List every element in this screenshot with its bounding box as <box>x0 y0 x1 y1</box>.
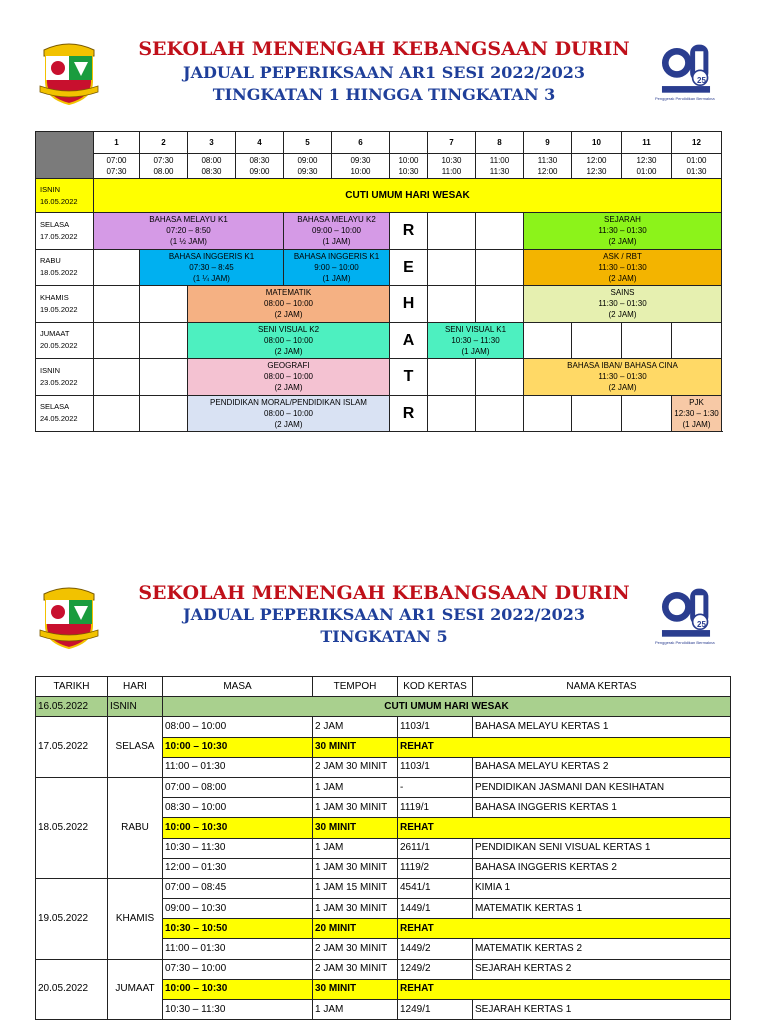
day-cell: KHAMIS <box>108 878 163 959</box>
kod-cell: 1449/2 <box>398 939 473 959</box>
masa-cell: 08:00 – 10:00 <box>163 717 313 737</box>
day-cell: JUMAAT 20.05.2022 <box>36 322 94 359</box>
kod-cell: 2611/1 <box>398 838 473 858</box>
masa-cell: 07:00 – 08:00 <box>163 777 313 797</box>
school-name: SEKOLAH MENENGAH KEBANGSAAN DURIN <box>138 38 630 60</box>
nama-cell: BAHASA MELAYU KERTAS 1 <box>473 717 731 737</box>
date-cell: 18.05.2022 <box>36 777 108 878</box>
time-slot: 08:30 09:00 <box>236 154 284 179</box>
kod-cell: 1103/1 <box>398 757 473 777</box>
empty-cell <box>476 359 524 396</box>
nama-cell: MATEMATIK KERTAS 2 <box>473 939 731 959</box>
exam-matematik: MATEMATIK 08:00 – 10:00 (2 JAM) <box>188 286 390 323</box>
exam-level: TINGKATAN 5 <box>320 627 448 646</box>
nama-cell: BAHASA INGGERIS KERTAS 1 <box>473 798 731 818</box>
empty-cell <box>672 322 722 359</box>
nama-cell: BAHASA INGGERIS KERTAS 2 <box>473 858 731 878</box>
time-slot: 10:30 11:00 <box>428 154 476 179</box>
tempoh-cell: 2 JAM 30 MINIT <box>313 959 398 979</box>
day-cell: ISNIN <box>108 697 163 717</box>
kod-cell: REHAT <box>398 979 731 999</box>
time-row <box>36 154 722 179</box>
period-num: 5 <box>284 132 332 154</box>
day-cell: KHAMIS 19.05.2022 <box>36 286 94 323</box>
empty-cell <box>428 395 476 432</box>
nama-cell: PENDIDIKAN SENI VISUAL KERTAS 1 <box>473 838 731 858</box>
masa-cell: 11:00 – 01:30 <box>163 939 313 959</box>
exam-title: JADUAL PEPERIKSAAN AR1 SESI 2022/2023 <box>183 63 585 82</box>
timetable-form1-3 <box>35 131 722 432</box>
kod-cell: REHAT <box>398 737 731 757</box>
empty-cell <box>476 395 524 432</box>
empty-cell <box>94 286 140 323</box>
day-row <box>36 395 722 432</box>
tempoh-cell: 2 JAM <box>313 717 398 737</box>
date-cell: 17.05.2022 <box>36 717 108 778</box>
kod-cell: 1249/2 <box>398 959 473 979</box>
col-nama: NAMA KERTAS <box>473 677 731 697</box>
day-row <box>36 249 722 286</box>
kod-cell: REHAT <box>398 919 731 939</box>
logo-badge: 25 <box>697 76 706 85</box>
kod-cell: 1449/1 <box>398 899 473 919</box>
logo-badge: 25 <box>697 620 706 629</box>
exam-title: JADUAL PEPERIKSAAN AR1 SESI 2022/2023 <box>183 605 585 624</box>
exam-bm-k1: BAHASA MELAYU K1 07:20 – 8:50 (1 ½ JAM) <box>94 213 284 250</box>
period-num: 10 <box>572 132 622 154</box>
school-name: SEKOLAH MENENGAH KEBANGSAAN DURIN <box>138 582 630 604</box>
header-bottom <box>0 580 768 670</box>
masa-cell: 10:30 – 11:30 <box>163 1000 313 1020</box>
time-slot: 08:00 08:30 <box>188 154 236 179</box>
nama-cell: SEJARAH KERTAS 2 <box>473 959 731 979</box>
col-kod: KOD KERTAS <box>398 677 473 697</box>
time-slot: 07:00 07:30 <box>94 154 140 179</box>
empty-cell <box>94 322 140 359</box>
header-corner <box>36 132 94 179</box>
exam-pjk: PJK 12:30 – 1:30 (1 JAM) <box>672 395 722 432</box>
table-row <box>36 959 731 979</box>
kod-cell: 1249/1 <box>398 1000 473 1020</box>
rehat-cell: H <box>390 286 428 323</box>
empty-cell <box>428 286 476 323</box>
exam-sv-k1: SENI VISUAL K1 10:30 – 11:30 (1 JAM) <box>428 322 524 359</box>
time-slot: 11:30 12:00 <box>524 154 572 179</box>
period-num: 9 <box>524 132 572 154</box>
time-slot: 01:00 01:30 <box>672 154 722 179</box>
table-header <box>36 677 731 697</box>
masa-cell: 10:00 – 10:30 <box>163 818 313 838</box>
day-row <box>36 213 722 250</box>
table-row <box>36 717 731 737</box>
empty-cell <box>622 322 672 359</box>
kod-cell: 1119/1 <box>398 798 473 818</box>
period-num: 8 <box>476 132 524 154</box>
exam-sejarah: SEJARAH 11:30 – 01:30 (2 JAM) <box>524 213 722 250</box>
tempoh-cell: 1 JAM 15 MINIT <box>313 878 398 898</box>
day-row <box>36 359 722 396</box>
time-slot: 09:00 09:30 <box>284 154 332 179</box>
exam-ask: ASK / RBT 11:30 – 01:30 (2 JAM) <box>524 249 722 286</box>
exam-moral-islam: PENDIDIKAN MORAL/PENDIDIKAN ISLAM 08:00 – 10:00 (2 JAM) <box>188 395 390 432</box>
empty-cell <box>524 395 572 432</box>
col-tarikh: TARIKH <box>36 677 108 697</box>
exam-bm-k2: BAHASA MELAYU K2 09:00 – 10:00 (1 JAM) <box>284 213 390 250</box>
exam-rows <box>36 717 731 1020</box>
logo-tagline: Penggerak Pendidikan Bermakna <box>655 96 715 101</box>
day-row <box>36 179 722 213</box>
nama-cell: MATEMATIK KERTAS 1 <box>473 899 731 919</box>
tempoh-cell: 30 MINIT <box>313 979 398 999</box>
exam-bi-k1: BAHASA INGGERIS K1 07:30 – 8:45 (1 ¼ JAM) <box>140 249 284 286</box>
time-slot: 11:00 11:30 <box>476 154 524 179</box>
masa-cell: 09:00 – 10:30 <box>163 899 313 919</box>
header-top <box>0 36 768 126</box>
empty-cell <box>572 322 622 359</box>
time-slot: 12:30 01:00 <box>622 154 672 179</box>
day-cell: RABU 18.05.2022 <box>36 249 94 286</box>
period-num: 11 <box>622 132 672 154</box>
period-num <box>390 132 428 154</box>
rehat-cell: A <box>390 322 428 359</box>
masa-cell: 10:30 – 11:30 <box>163 838 313 858</box>
masa-cell: 10:00 – 10:30 <box>163 979 313 999</box>
masa-cell: 10:00 – 10:30 <box>163 737 313 757</box>
empty-cell <box>428 213 476 250</box>
col-masa: MASA <box>163 677 313 697</box>
empty-cell <box>94 395 140 432</box>
day-cell: JUMAAT <box>108 959 163 1020</box>
date-cell: 16.05.2022 <box>36 697 108 717</box>
tempoh-cell: 30 MINIT <box>313 818 398 838</box>
nama-cell: KIMIA 1 <box>473 878 731 898</box>
empty-cell <box>94 359 140 396</box>
col-hari: HARI <box>108 677 163 697</box>
empty-cell <box>140 322 188 359</box>
period-num: 7 <box>428 132 476 154</box>
date-cell: 20.05.2022 <box>36 959 108 1020</box>
masa-cell: 07:00 – 08:45 <box>163 878 313 898</box>
empty-cell <box>476 286 524 323</box>
day-row <box>36 322 722 359</box>
day-cell: RABU <box>108 777 163 878</box>
time-slot: 12:00 12:30 <box>572 154 622 179</box>
exam-sv-k2: SENI VISUAL K2 08:00 – 10:00 (2 JAM) <box>188 322 390 359</box>
exam-geografi: GEOGRAFI 08:00 – 10:00 (2 JAM) <box>188 359 390 396</box>
tempoh-cell: 1 JAM <box>313 777 398 797</box>
period-num: 12 <box>672 132 722 154</box>
holiday-cell: CUTI UMUM HARI WESAK <box>94 179 722 213</box>
empty-cell <box>140 359 188 396</box>
date-cell: 19.05.2022 <box>36 878 108 959</box>
table-row <box>36 878 731 898</box>
day-cell: SELASA 17.05.2022 <box>36 213 94 250</box>
table-row <box>36 777 731 797</box>
nama-cell: SEJARAH KERTAS 1 <box>473 1000 731 1020</box>
kod-cell: 4541/1 <box>398 878 473 898</box>
logo-tagline: Penggerak Pendidikan Bermakna <box>655 640 715 645</box>
day-cell: SELASA <box>108 717 163 778</box>
period-num: 2 <box>140 132 188 154</box>
kod-cell: 1103/1 <box>398 717 473 737</box>
day-cell: ISNIN 23.05.2022 <box>36 359 94 396</box>
kod-cell: REHAT <box>398 818 731 838</box>
col-tempoh: TEMPOH <box>313 677 398 697</box>
rehat-cell: E <box>390 249 428 286</box>
day-row <box>36 286 722 323</box>
empty-cell <box>572 395 622 432</box>
timetable-form5 <box>35 676 731 1020</box>
kod-cell: - <box>398 777 473 797</box>
masa-cell: 08:30 – 10:00 <box>163 798 313 818</box>
empty-cell <box>140 395 188 432</box>
empty-cell <box>476 249 524 286</box>
tempoh-cell: 30 MINIT <box>313 737 398 757</box>
empty-cell <box>140 286 188 323</box>
holiday-cell: CUTI UMUM HARI WESAK <box>163 697 731 717</box>
nama-cell: BAHASA MELAYU KERTAS 2 <box>473 757 731 777</box>
tempoh-cell: 1 JAM 30 MINIT <box>313 858 398 878</box>
exam-sains: SAINS 11:30 – 01:30 (2 JAM) <box>524 286 722 323</box>
empty-cell <box>622 395 672 432</box>
exam-level: TINGKATAN 1 HINGGA TINGKATAN 3 <box>212 85 556 104</box>
masa-cell: 11:00 – 01:30 <box>163 757 313 777</box>
period-num: 6 <box>332 132 390 154</box>
time-slot: 07:30 08.00 <box>140 154 188 179</box>
masa-cell: 12:00 – 01:30 <box>163 858 313 878</box>
empty-cell <box>524 322 572 359</box>
empty-cell <box>94 249 140 286</box>
empty-cell <box>428 359 476 396</box>
tempoh-cell: 1 JAM 30 MINIT <box>313 798 398 818</box>
exam-iban-cina: BAHASA IBAN/ BAHASA CINA 11:30 – 01:30 (2 JAM) <box>524 359 722 396</box>
exam-bi-k1b: BAHASA INGGERIS K1 9:00 – 10:00 (1 JAM) <box>284 249 390 286</box>
tempoh-cell: 1 JAM 30 MINIT <box>313 899 398 919</box>
tempoh-cell: 1 JAM <box>313 838 398 858</box>
empty-cell <box>476 213 524 250</box>
masa-cell: 07:30 – 10:00 <box>163 959 313 979</box>
tempoh-cell: 2 JAM 30 MINIT <box>313 757 398 777</box>
day-cell: SELASA 24.05.2022 <box>36 395 94 432</box>
rehat-cell: R <box>390 213 428 250</box>
empty-cell <box>428 249 476 286</box>
period-row <box>36 132 722 154</box>
tempoh-cell: 1 JAM <box>313 1000 398 1020</box>
day-cell: ISNIN 16.05.2022 <box>36 179 94 213</box>
holiday-row <box>36 697 731 717</box>
rehat-cell: R <box>390 395 428 432</box>
period-num: 3 <box>188 132 236 154</box>
time-slot: 09:30 10:00 <box>332 154 390 179</box>
masa-cell: 10:30 – 10:50 <box>163 919 313 939</box>
time-slot: 10:00 10:30 <box>390 154 428 179</box>
kod-cell: 1119/2 <box>398 858 473 878</box>
nama-cell: PENDIDIKAN JASMANI DAN KESIHATAN <box>473 777 731 797</box>
rehat-cell: T <box>390 359 428 396</box>
period-num: 4 <box>236 132 284 154</box>
tempoh-cell: 20 MINIT <box>313 919 398 939</box>
tempoh-cell: 2 JAM 30 MINIT <box>313 939 398 959</box>
period-num: 1 <box>94 132 140 154</box>
